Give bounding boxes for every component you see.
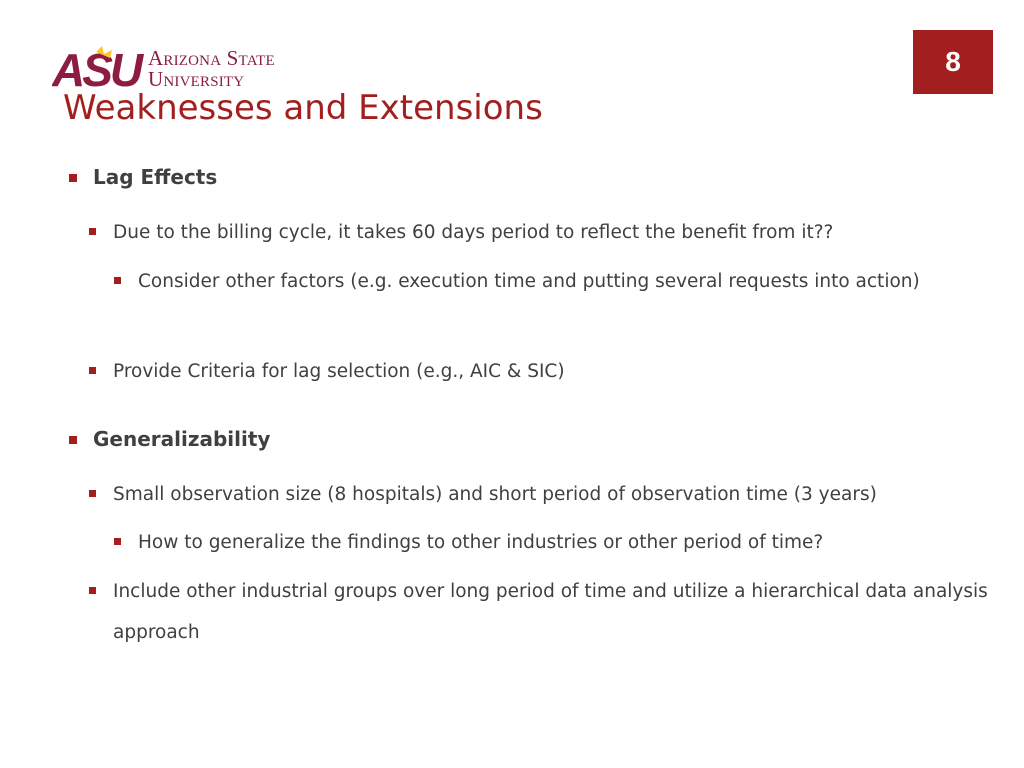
asu-logo-mark (52, 46, 148, 92)
bullet-square-icon (89, 490, 96, 497)
bullet-square-icon (114, 538, 121, 545)
bullet-text: Provide Criteria for lag selection (e.g., AIC & SIC) (113, 361, 565, 382)
logo-text (148, 48, 275, 90)
asu-logo-mark-text: ASU (52, 46, 141, 92)
logo-line-2: University (148, 67, 245, 91)
slide-title: Weaknesses and Extensions (63, 88, 543, 128)
bullet-square-icon (69, 436, 77, 444)
bullet-square-icon (89, 228, 96, 235)
bullet-text: Due to the billing cycle, it takes 60 days period to reflect the benefit from it?? (113, 222, 834, 243)
page-number: 8 (945, 46, 961, 77)
bullet-square-icon (69, 174, 77, 182)
bullet-text: Small observation size (8 hospitals) and short period of observation time (3 years) (113, 484, 877, 505)
bullet-text: Lag Effects (93, 165, 218, 189)
bullet-text: How to generalize the findings to other industries or other period of time? (138, 532, 824, 553)
bullet-square-icon (89, 367, 96, 374)
bullet-text: Include other industrial groups over long period of time and utilize a hierarchical data analysis approach (113, 581, 988, 643)
bullet-text: Generalizability (93, 427, 271, 451)
logo-line-1: Arizona State (148, 46, 275, 70)
asu-logo (52, 46, 314, 94)
bullet-text: Consider other factors (e.g. execution time and putting several requests into action) (138, 271, 920, 292)
bullet-square-icon (114, 277, 121, 284)
bullet-square-icon (89, 587, 96, 594)
page-number-badge (913, 30, 993, 94)
